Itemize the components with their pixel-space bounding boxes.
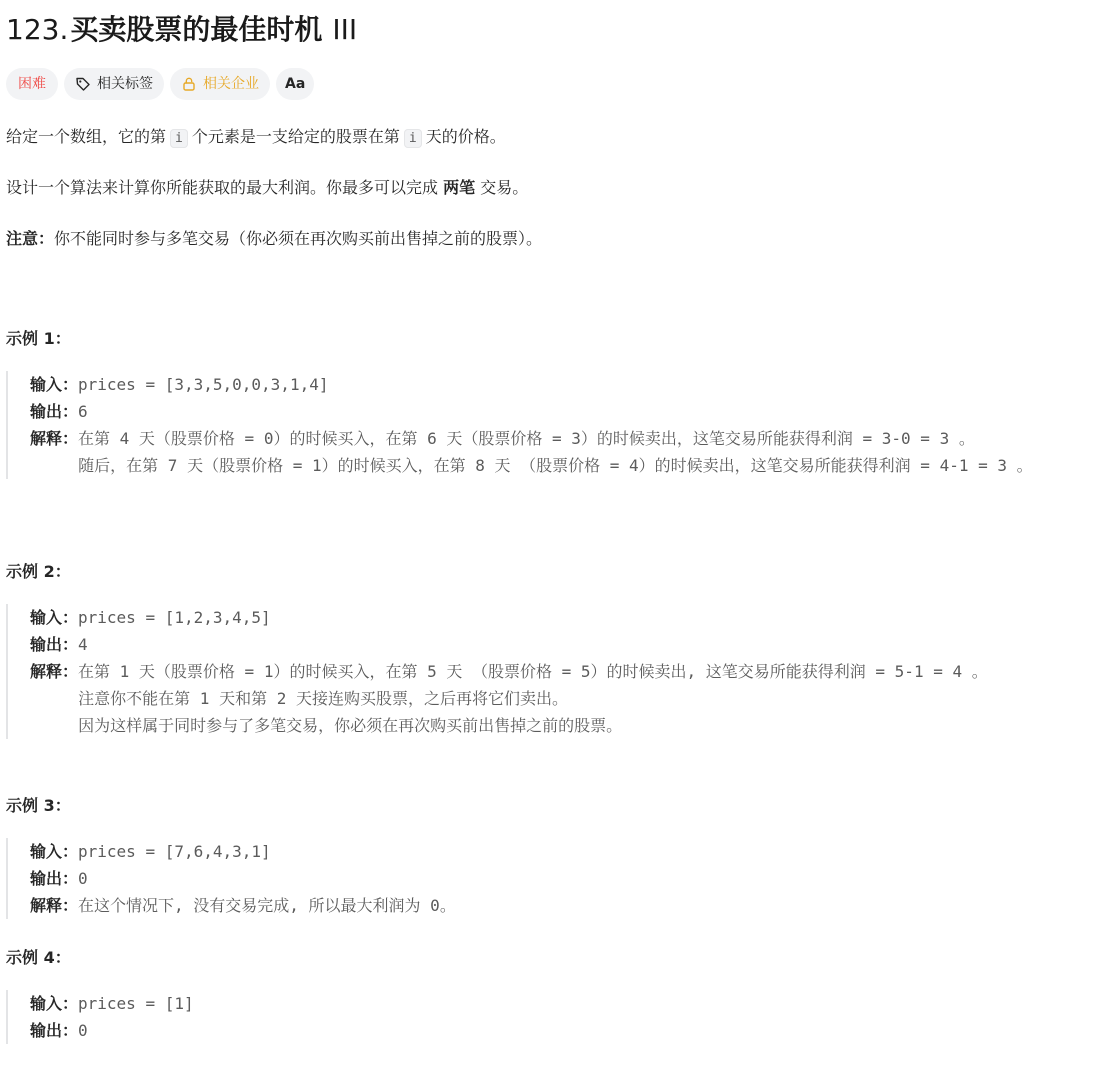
output-label: 输出： [30,402,79,421]
desc-bold-text: 两笔 [443,178,476,197]
inline-code-i: i [404,129,422,148]
difficulty-label: 困难 [18,76,46,92]
output-value: 0 [78,1021,88,1040]
problem-title-text: 买卖股票的最佳时机 [70,13,323,46]
example-input [30,371,1094,398]
example-3-title: 示例 3： [6,796,71,815]
example-input [30,838,1094,865]
example-input [30,990,1094,1017]
input-label: 输入： [30,375,79,394]
problem-title [6,8,357,48]
translate-button[interactable] [276,68,314,100]
related-topics-label: 相关标签 [97,76,153,92]
explanation-text: 在这个情况下, 没有交易完成, 所以最大利润为 0。 [78,896,456,915]
inline-code-i: i [170,129,188,148]
input-label: 输入： [30,608,79,627]
input-label: 输入： [30,994,79,1013]
example-3-block [6,838,1094,919]
description-paragraph-2 [6,175,528,198]
problem-number: 123. [6,13,69,46]
example-2-block [6,604,1094,739]
lock-icon [181,76,197,92]
input-label: 输入： [30,842,79,861]
example-explanation-continued: 随后，在第 7 天（股票价格 = 1）的时候买入，在第 8 天 （股票价格 = 4）的时候卖出，这笔交易所能获得利润 = 4-1 = 3 。 [30,456,1033,475]
explanation-label: 解释： [30,662,79,681]
desc-text: 交易。 [480,178,529,197]
example-input [30,604,1094,631]
explanation-label: 解释： [30,429,79,448]
example-explanation-continued: 因为这样属于同时参与了多笔交易，你必须在再次购买前出售掉之前的股票。 [30,716,623,735]
output-value: 4 [78,635,88,654]
desc-text: 设计一个算法来计算你所能获取的最大利润。你最多可以完成 [6,178,439,197]
related-companies-button[interactable] [170,68,270,100]
explanation-text: 在第 1 天（股票价格 = 1）的时候买入，在第 5 天 （股票价格 = 5）的时候卖出, 这笔交易所能获得利润 = 5-1 = 4 。 [78,662,988,681]
input-value: prices = [3,3,5,0,0,3,1,4] [78,375,329,394]
example-1-block [6,371,1094,479]
explanation-label: 解释： [30,896,79,915]
example-1-title: 示例 1： [6,329,71,348]
input-value: prices = [7,6,4,3,1] [78,842,271,861]
difficulty-badge [6,68,58,100]
desc-text: 个元素是一支给定的股票在第 [191,127,400,146]
example-output [30,865,1094,892]
desc-text: 天的价格。 [425,127,506,146]
translate-icon: Aa [285,76,306,92]
explanation-text: 在第 4 天（股票价格 = 0）的时候买入，在第 6 天（股票价格 = 3）的时候卖出，这笔交易所能获得利润 = 3-0 = 3 。 [78,429,975,448]
example-4-title: 示例 4： [6,948,71,967]
output-label: 输出： [30,1021,79,1040]
problem-title-suffix: III [332,13,358,46]
description-paragraph-1 [6,124,506,147]
related-topics-button[interactable] [64,68,164,100]
example-explanation-continued: 注意你不能在第 1 天和第 2 天接连购买股票，之后再将它们卖出。 [30,689,568,708]
tag-icon [75,76,91,92]
desc-text: 给定一个数组，它的第 [6,127,167,146]
output-value: 6 [78,402,88,421]
note-label: 注意： [6,229,55,248]
example-output [30,631,1094,658]
example-explanation [30,892,1094,919]
example-explanation [30,425,1094,452]
output-value: 0 [78,869,88,888]
example-output [30,398,1094,425]
note-text: 你不能同时参与多笔交易（你必须在再次购买前出售掉之前的股票）。 [54,229,543,248]
related-companies-label: 相关企业 [203,76,259,92]
output-label: 输出： [30,635,79,654]
input-value: prices = [1] [78,994,194,1013]
example-output [30,1017,1094,1044]
example-4-block [6,990,1094,1044]
example-explanation [30,658,1094,685]
input-value: prices = [1,2,3,4,5] [78,608,271,627]
output-label: 输出： [30,869,79,888]
example-2-title: 示例 2： [6,562,71,581]
description-paragraph-3 [6,226,542,249]
tag-bar [6,68,314,100]
